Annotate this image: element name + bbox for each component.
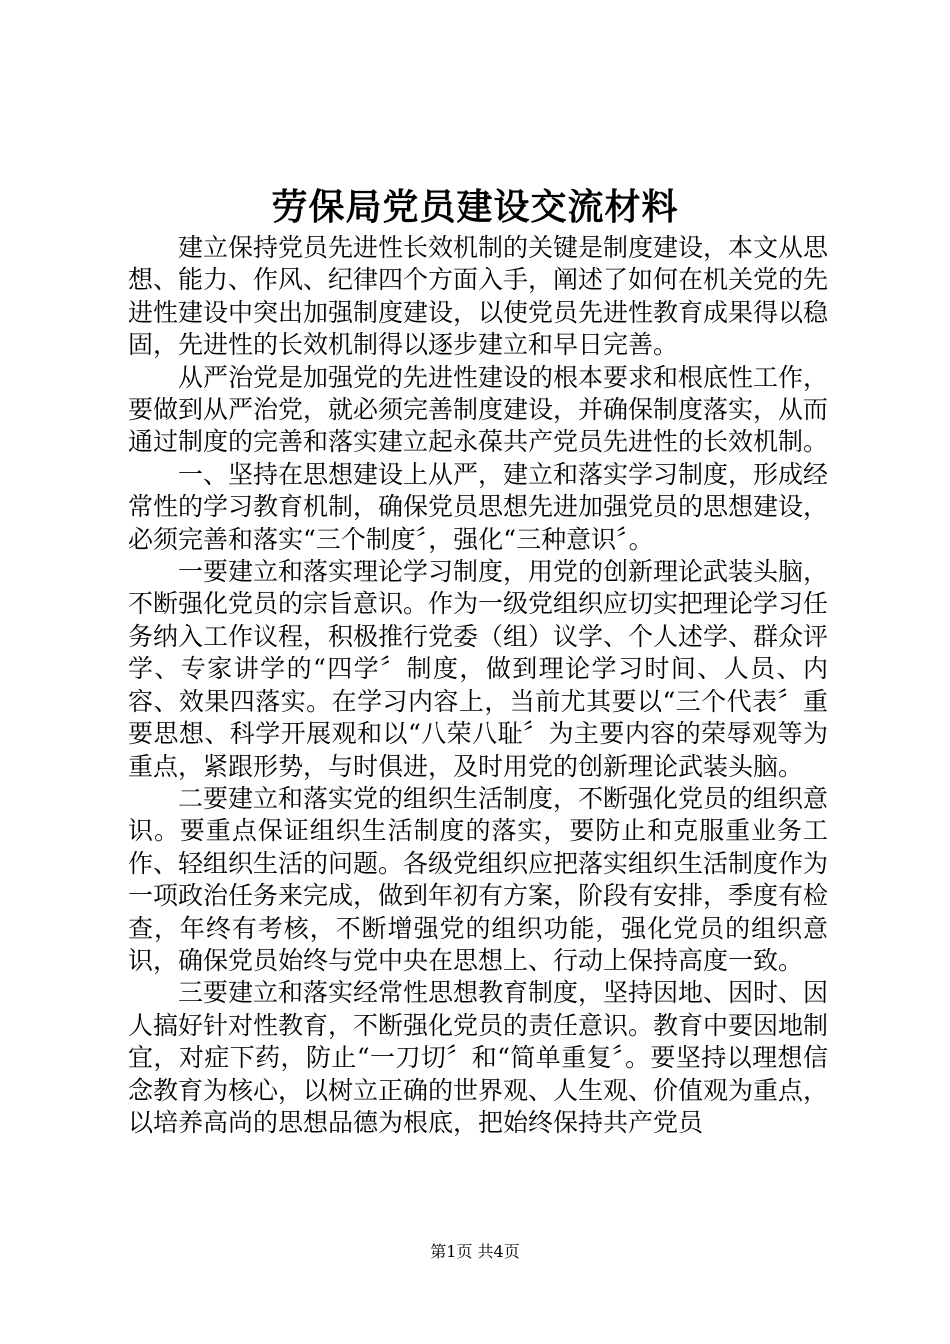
paragraph: 从严治党是加强党的先进性建设的根本要求和根底性工作，要做到从严治党，就必须完善制度建设，并确保制度落实，从而通过制度的完善和落实建立起永葆共产党员先进性的长效机制。 [128,362,829,457]
document-title: 劳保局党员建设交流材料 [271,186,679,228]
document-body [128,232,828,1139]
paragraph: 一、坚持在思想建设上从严，建立和落实学习制度，形成经常性的学习教育机制，确保党员思想先进加强党员的思想建设，必须完善和落实“三个制度〞，强化“三种意识〞。 [128,459,829,554]
paragraph: 二要建立和落实党的组织生活制度，不断强化党员的组织意识。要重点保证组织生活制度的落实，要防止和克服重业务工作、轻组织生活的问题。各级党组织应把落实组织生活制度作为一项政治任务来完成，做到年初有方案，阶段有安排，季度有检查，年终有考核，不断增强党的组织功能，强化党员的组织意识，确保党员始终与党中央在思想上、行动上保持高度一致。 [128,783,829,975]
paragraph: 三要建立和落实经常性思想教育制度，坚持因地、因时、因人搞好针对性教育，不断强化党员的责任意识。教育中要因地制宜，对症下药，防止“一刀切〞和“简单重复〞。要坚持以理想信念教育为核心，以树立正确的世界观、人生观、价值观为重点，以培养高尚的思想品德为根底，把始终保持共产党员 [128,978,829,1137]
page-number: 第1页 共4页 [430,1242,520,1261]
paragraph: 一要建立和落实理论学习制度，用党的创新理论武装头脑，不断强化党员的宗旨意识。作为一级党组织应切实把理论学习任务纳入工作议程，积极推行党委（组）议学、个人述学、群众评学、专家讲学的“四学〞制度，做到理论学习时间、人员、内容、效果四落实。在学习内容上，当前尤其要以“三个代表〞重要思想、科学开展观和以“八荣八耻〞为主要内容的荣辱观等为重点，紧跟形势，与时俱进，及时用党的创新理论武装头脑。 [128,557,829,781]
paragraph: 建立保持党员先进性长效机制的关键是制度建设，本文从思想、能力、作风、纪律四个方面入手，阐述了如何在机关党的先进性建设中突出加强制度建设，以使党员先进性教育成果得以稳固，先进性的长效机制得以逐步建立和早日完善。 [128,233,829,360]
